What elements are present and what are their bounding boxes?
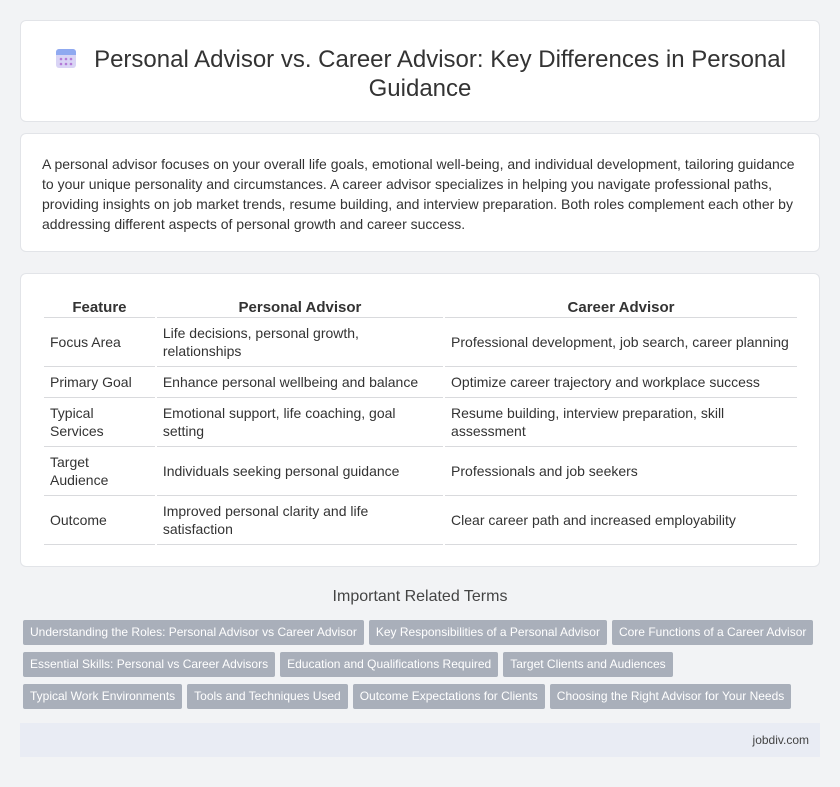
- table-cell: Professionals and job seekers: [445, 447, 797, 496]
- table-cell: Emotional support, life coaching, goal setting: [157, 398, 443, 447]
- table-cell: Individuals seeking personal guidance: [157, 447, 443, 496]
- column-header: Personal Advisor: [157, 294, 443, 318]
- table-cell: Clear career path and increased employability: [445, 496, 797, 545]
- page-title: [21, 45, 819, 103]
- related-term-tag[interactable]: Understanding the Roles: Personal Advisor vs Career Advisor: [23, 620, 364, 645]
- table-cell: Outcome: [44, 496, 155, 545]
- table-row: [44, 447, 797, 496]
- table-cell: Focus Area: [44, 318, 155, 367]
- related-term-tag[interactable]: Education and Qualifications Required: [280, 652, 498, 677]
- related-term-tag[interactable]: Key Responsibilities of a Personal Advisor: [369, 620, 607, 645]
- table-row: [44, 398, 797, 447]
- related-terms-heading: Important Related Terms: [332, 588, 508, 605]
- table-cell: Typical Services: [44, 398, 155, 447]
- related-term-tag[interactable]: Target Clients and Audiences: [503, 652, 672, 677]
- table-cell: Primary Goal: [44, 367, 155, 398]
- page-title-text: Personal Advisor vs. Career Advisor: Key Differences in Personal Guidance: [94, 46, 786, 102]
- table-header-row: [44, 294, 797, 318]
- table-cell: Target Audience: [44, 447, 155, 496]
- related-term-tag[interactable]: Outcome Expectations for Clients: [353, 684, 545, 709]
- column-header: Feature: [44, 294, 155, 318]
- table-cell: Life decisions, personal growth, relationships: [157, 318, 443, 367]
- table-row: [44, 318, 797, 367]
- table-row: [44, 367, 797, 398]
- footer: [20, 723, 820, 757]
- table-cell: Professional development, job search, career planning: [445, 318, 797, 367]
- related-term-tag[interactable]: Essential Skills: Personal vs Career Advisors: [23, 652, 275, 677]
- related-terms-list: [23, 620, 823, 716]
- column-header: Career Advisor: [445, 294, 797, 318]
- intro-card: [20, 133, 820, 252]
- calendar-icon: [54, 46, 78, 70]
- table-cell: Optimize career trajectory and workplace success: [445, 367, 797, 398]
- header-card: [20, 20, 820, 122]
- footer-site-link[interactable]: jobdiv.com: [752, 733, 809, 747]
- table-cell: Enhance personal wellbeing and balance: [157, 367, 443, 398]
- comparison-table: [42, 294, 799, 545]
- related-term-tag[interactable]: Choosing the Right Advisor for Your Needs: [550, 684, 791, 709]
- intro-paragraph: A personal advisor focuses on your overall life goals, emotional well-being, and individual development, tailoring guidance to your unique personality and circumstances. A career advisor specializes in helping you navigate professional paths, providing insights on job market trends, resume building, and interview preparation. Both roles complement each other by addressing different aspects of personal growth and career success.: [42, 156, 795, 232]
- related-term-tag[interactable]: Tools and Techniques Used: [187, 684, 348, 709]
- related-term-tag[interactable]: Typical Work Environments: [23, 684, 182, 709]
- table-row: [44, 496, 797, 545]
- table-cell: Improved personal clarity and life satisfaction: [157, 496, 443, 545]
- comparison-card: [20, 273, 820, 567]
- related-term-tag[interactable]: Core Functions of a Career Advisor: [612, 620, 813, 645]
- table-cell: Resume building, interview preparation, skill assessment: [445, 398, 797, 447]
